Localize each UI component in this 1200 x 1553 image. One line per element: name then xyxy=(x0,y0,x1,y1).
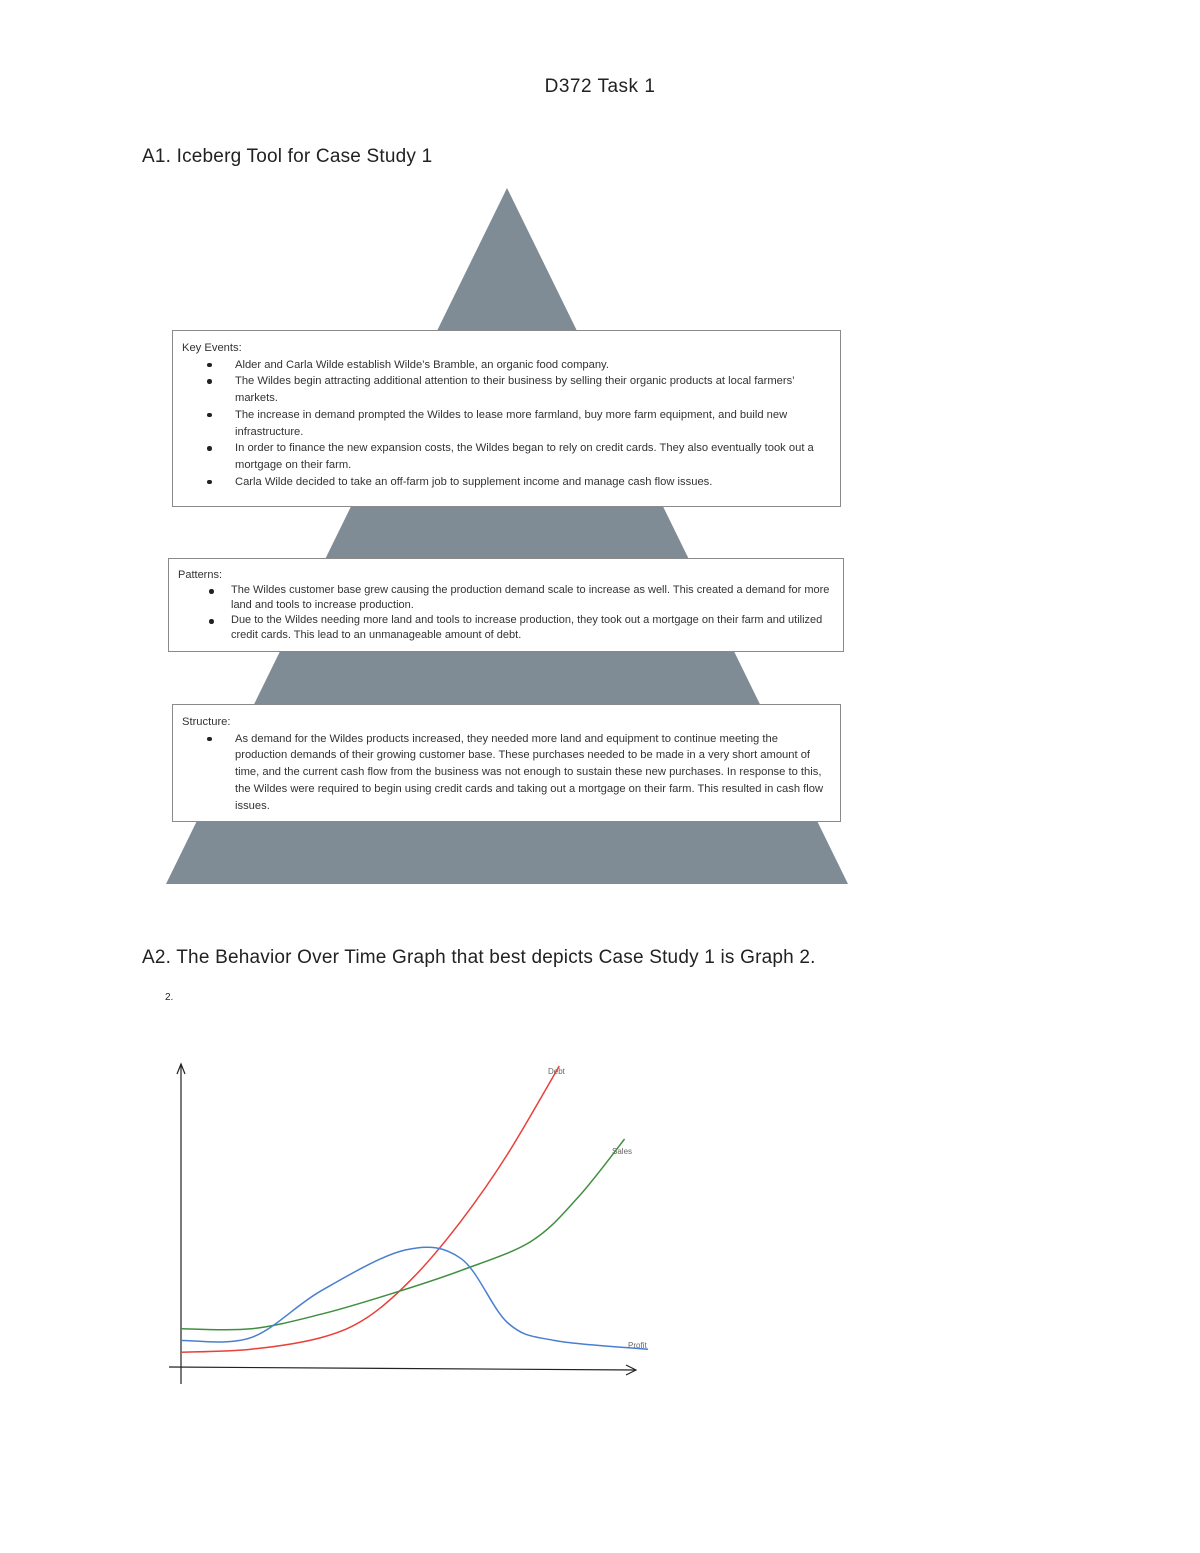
document-title: D372 Task 1 xyxy=(544,76,656,97)
key-event-item: Carla Wilde decided to take an off-farm job to supplement income and manage cash flow issues. xyxy=(182,474,832,491)
structure-list xyxy=(182,731,830,815)
key-events-list xyxy=(182,357,832,491)
pattern-item: The Wildes customer base grew causing the production demand scale to increase as well. This created a demand for more land and tools to increase production. xyxy=(178,583,833,613)
section-a1-heading: A1. Iceberg Tool for Case Study 1 xyxy=(142,146,433,167)
graph-number-label: 2. xyxy=(165,992,174,1003)
patterns-list xyxy=(178,583,833,643)
structure-title: Structure: xyxy=(182,716,231,728)
patterns-title: Patterns: xyxy=(178,569,223,581)
section-a2-heading: A2. The Behavior Over Time Graph that best depicts Case Study 1 is Graph 2. xyxy=(142,947,816,968)
key-events-box xyxy=(172,330,841,507)
pattern-item: Due to the Wildes needing more land and tools to increase production, they took out a mortgage on their farm and utilized credit cards. This lead to an unmanageable amount of debt. xyxy=(178,613,833,643)
structure-item: As demand for the Wildes products increased, they needed more land and equipment to continue meeting the production demands of their growing customer base. These purchases needed to be made in a very short amount of time, and the current cash flow from the business was not enough to sustain these new purchases. In response to this, the Wildes were required to begin using credit cards and taking out a mortgage on their farm. This resulted in cash flow issues. xyxy=(182,731,830,815)
structure-box xyxy=(172,704,841,822)
key-event-item: Alder and Carla Wilde establish Wilde’s Bramble, an organic food company. xyxy=(182,357,832,374)
series-label-profit: Profit xyxy=(628,1341,647,1350)
series-label-sales: Sales xyxy=(612,1147,633,1156)
key-event-item: The increase in demand prompted the Wildes to lease more farmland, buy more farm equipment, and build new infrastructure. xyxy=(182,407,832,440)
key-events-title: Key Events: xyxy=(182,342,242,354)
series-label-debt: Debt xyxy=(548,1067,565,1076)
key-event-item: The Wildes begin attracting additional attention to their business by selling their organic products at local farmers’ markets. xyxy=(182,373,832,406)
patterns-box xyxy=(168,558,844,652)
key-event-item: In order to finance the new expansion costs, the Wildes began to rely on credit cards. They also eventually took out a mortgage on their farm. xyxy=(182,440,832,473)
